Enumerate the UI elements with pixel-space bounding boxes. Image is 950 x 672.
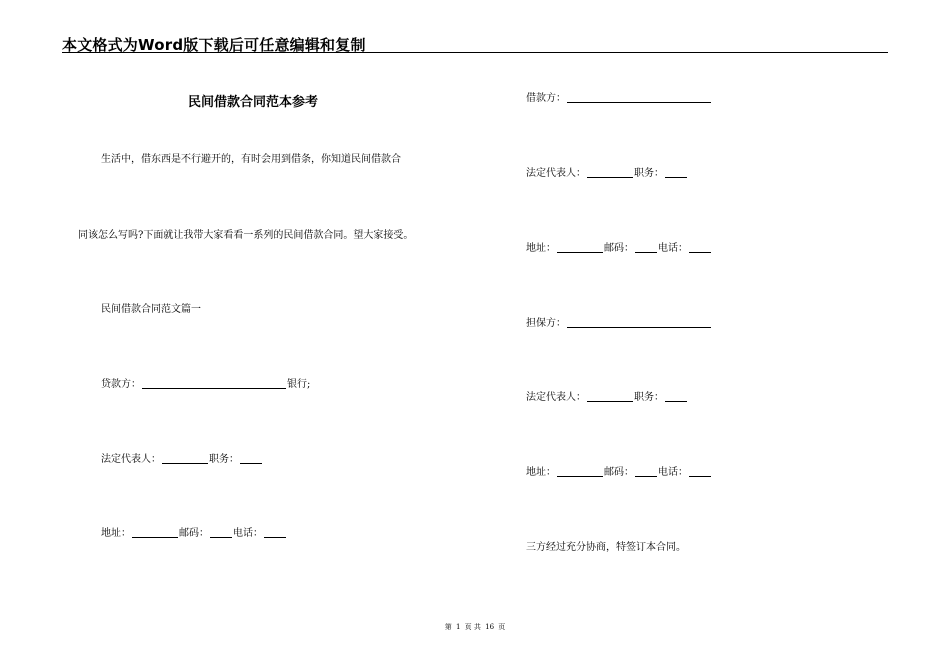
footer-total-pages: 16 [485, 623, 495, 631]
section-heading: 民间借款合同范文篇一 [101, 304, 201, 315]
lender-label: 贷款方： [101, 379, 141, 390]
guarantor-rep-line [526, 391, 688, 405]
guarantor-position-blank [665, 391, 687, 402]
guarantor-label: 担保方： [526, 318, 566, 329]
footer-page-number: 1 [455, 623, 461, 631]
borrower-phone-label: 电话： [658, 243, 688, 254]
borrower-position-label: 职务： [634, 168, 664, 179]
lender-suffix: 银行; [287, 379, 311, 390]
footer-page-mid: 页 共 [464, 623, 481, 631]
intro-line-2: 同该怎么写吗?下面就让我带大家看看一系列的民间借款合同。望大家接受。 [78, 230, 414, 241]
lender-postcode-label: 邮码： [179, 528, 209, 539]
lender-position-blank [240, 453, 262, 464]
guarantor-line [526, 317, 712, 331]
guarantor-address-label: 地址： [526, 467, 556, 478]
borrower-address-label: 地址： [526, 243, 556, 254]
lender-position-label: 职务： [209, 454, 239, 465]
closing-statement: 三方经过充分协商，特签订本合同。 [526, 542, 686, 553]
header-rule [62, 52, 888, 53]
lender-phone-blank [264, 527, 286, 538]
document-title: 民间借款合同范本参考 [188, 95, 319, 110]
borrower-address-blank [557, 242, 603, 253]
guarantor-phone-label: 电话： [658, 467, 688, 478]
header-banner: 本文格式为Word版下载后可任意编辑和复制 [62, 36, 366, 54]
lender-address-line [101, 527, 287, 541]
guarantor-address-blank [557, 466, 603, 477]
borrower-rep-label: 法定代表人： [526, 168, 586, 179]
guarantor-rep-label: 法定代表人： [526, 392, 586, 403]
borrower-postcode-blank [635, 242, 657, 253]
lender-blank [142, 378, 286, 389]
borrower-blank [567, 92, 711, 103]
guarantor-blank [567, 317, 711, 328]
lender-line [101, 378, 310, 392]
lender-phone-label: 电话： [233, 528, 263, 539]
lender-address-label: 地址： [101, 528, 131, 539]
guarantor-postcode-label: 邮码： [604, 467, 634, 478]
borrower-position-blank [665, 167, 687, 178]
page-footer [0, 622, 950, 632]
borrower-line [526, 92, 712, 106]
guarantor-address-line [526, 466, 712, 480]
footer-page-suffix: 页 [498, 623, 506, 631]
lender-rep-blank [162, 453, 208, 464]
lender-rep-label: 法定代表人： [101, 454, 161, 465]
borrower-phone-blank [689, 242, 711, 253]
lender-rep-line [101, 453, 263, 467]
guarantor-position-label: 职务： [634, 392, 664, 403]
guarantor-phone-blank [689, 466, 711, 477]
lender-address-blank [132, 527, 178, 538]
guarantor-rep-blank [587, 391, 633, 402]
borrower-postcode-label: 邮码： [604, 243, 634, 254]
intro-line-1: 生活中，借东西是不行避开的，有时会用到借条，你知道民间借款合 [101, 154, 401, 165]
guarantor-postcode-blank [635, 466, 657, 477]
borrower-address-line [526, 242, 712, 256]
footer-page-prefix: 第 [444, 623, 452, 631]
borrower-rep-blank [587, 167, 633, 178]
borrower-label: 借款方： [526, 93, 566, 104]
borrower-rep-line [526, 167, 688, 181]
lender-postcode-blank [210, 527, 232, 538]
